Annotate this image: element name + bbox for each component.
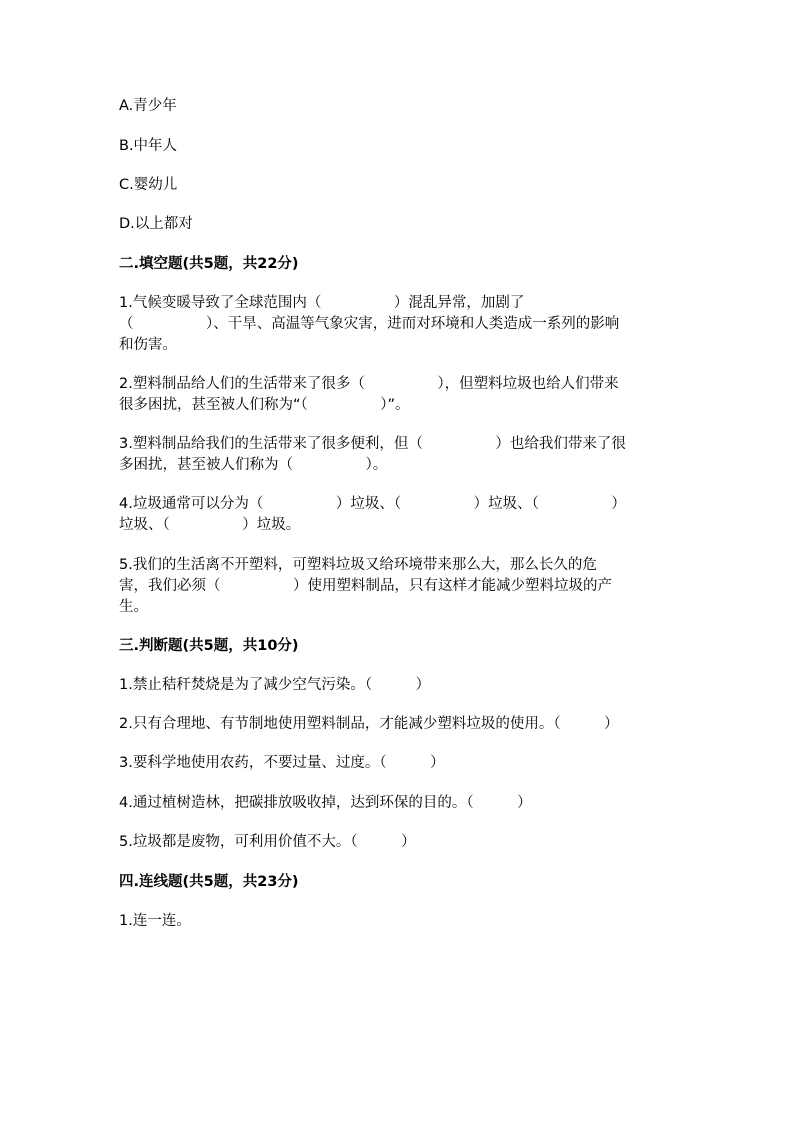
fill-blank-q1-line3: 和伤害。 xyxy=(119,337,177,353)
fill-blank-q4-line1: 4.垃圾通常可以分为（ ）垃圾、（ ）垃圾、（ ） xyxy=(119,496,626,512)
section-heading-matching: 四.连线题(共5题，共23分) xyxy=(119,874,299,890)
fill-blank-q3-line1: 3.塑料制品给我们的生活带来了很多便利，但（ ）也给我们带来了很 xyxy=(119,436,626,452)
true-false-q1: 1.禁止秸秆焚烧是为了减少空气污染。（ ） xyxy=(119,677,431,693)
option-d: D.以上都对 xyxy=(119,216,193,232)
fill-blank-q2-line1: 2.塑料制品给人们的生活带来了很多（ ），但塑料垃圾也给人们带来 xyxy=(119,376,619,392)
fill-blank-q3-line2: 多困扰，甚至被人们称为（ ）。 xyxy=(119,457,388,473)
section-heading-fill-blank: 二.填空题(共5题，共22分) xyxy=(119,256,299,272)
section-heading-true-false: 三.判断题(共5题，共10分) xyxy=(119,638,299,654)
option-b: B.中年人 xyxy=(119,138,178,154)
matching-q1: 1.连一连。 xyxy=(119,913,191,929)
true-false-q2: 2.只有合理地、有节制地使用塑料制品，才能减少塑料垃圾的使用。（ ） xyxy=(119,716,619,732)
fill-blank-q1-line2: （ ）、干旱、高温等气象灾害，进而对环境和人类造成一系列的影响 xyxy=(119,316,620,332)
true-false-q5: 5.垃圾都是废物，可利用价值不大。（ ） xyxy=(119,834,416,850)
fill-blank-q4-line2: 垃圾、（ ）垃圾。 xyxy=(119,517,301,533)
option-c: C.婴幼儿 xyxy=(119,177,178,193)
fill-blank-q5-line1: 5.我们的生活离不开塑料，可塑料垃圾又给环境带来那么大，那么长久的危 xyxy=(119,557,597,573)
fill-blank-q2-line2: 很多困扰，甚至被人们称为“（ ）”。 xyxy=(119,397,410,413)
option-a: A.青少年 xyxy=(119,98,177,114)
true-false-q3: 3.要科学地使用农药，不要过量、过度。（ ） xyxy=(119,755,445,771)
fill-blank-q1-line1: 1.气候变暖导致了全球范围内（ ）混乱异常，加剧了 xyxy=(119,295,525,311)
fill-blank-q5-line2: 害，我们必须（ ）使用塑料制品，只有这样才能减少塑料垃圾的产 xyxy=(119,578,612,594)
true-false-q4: 4.通过植树造林，把碳排放吸收掉，达到环保的目的。（ ） xyxy=(119,795,532,811)
fill-blank-q5-line3: 生。 xyxy=(119,599,148,615)
